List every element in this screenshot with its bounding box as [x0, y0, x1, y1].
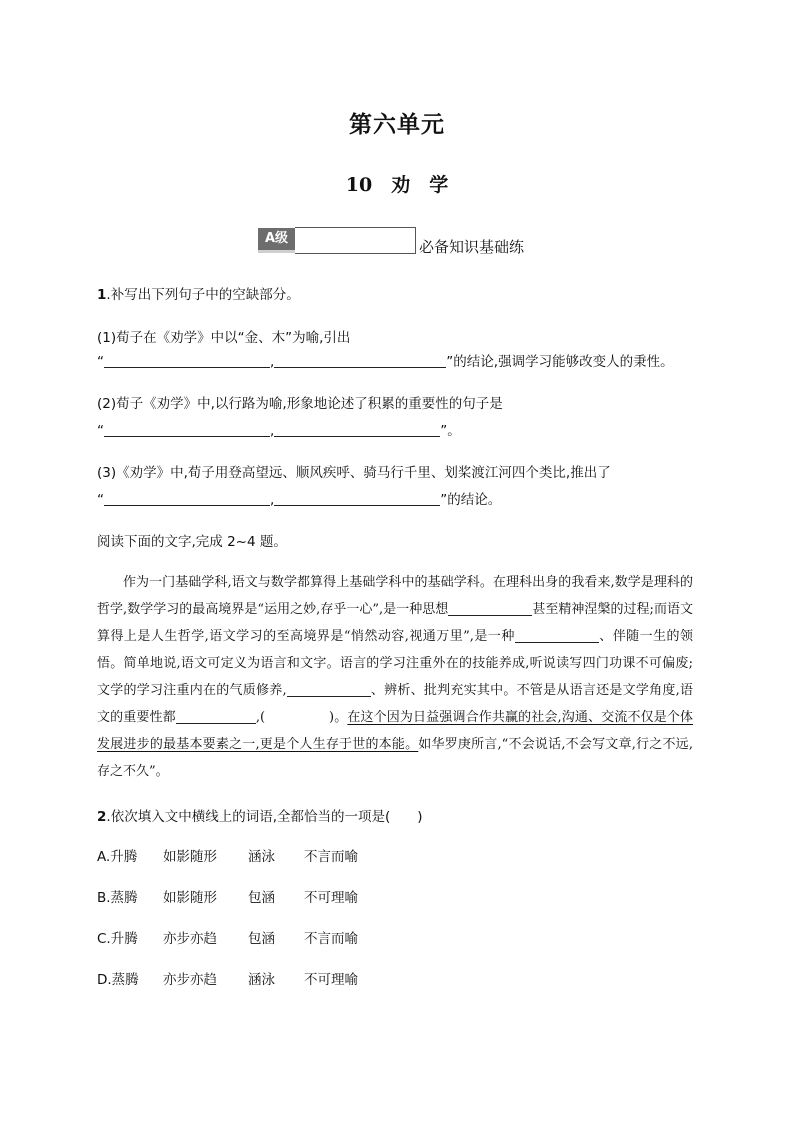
passage-blank-4[interactable]: [176, 710, 256, 724]
open-quote: “: [97, 354, 104, 370]
option-word: 不言而喻: [304, 849, 358, 865]
level-label: 必备知识基础练: [419, 238, 525, 256]
separator: ,: [270, 354, 275, 370]
q1-part-2-text: (2)荀子《劝学》中,以行路为喻,形象地论述了积累的重要性的句子是: [97, 396, 503, 412]
passage-text: 如华罗庚所言,“不会说话,不会写文章,行之不远,存之不久”。: [97, 737, 693, 779]
question-2-stem: [97, 808, 423, 826]
separator: ,: [270, 423, 275, 439]
answer-blank[interactable]: [274, 422, 440, 437]
q1-part-2-answer-line: [97, 422, 461, 440]
option-label: B.蒸腾: [97, 890, 138, 906]
option-label: C.升腾: [97, 931, 138, 947]
underlined-sentence: 在这个因为日益强调合作共赢的社会,沟通、交流不仅是个体发展进步的最基本要素之一,更是个人生存于世的本能。: [97, 710, 693, 752]
reading-intro: 阅读下面的文字,完成 2~4 题。: [97, 534, 287, 550]
passage-text: 、伴随一生的领悟。简单地说,语文可定义为语言和文字。语言的学习注重外在的技能养成,听说读写四门功课不可偏废;文学的学习注重内在的气质修养,: [97, 629, 693, 698]
option-c[interactable]: [97, 930, 358, 948]
passage-text: )。: [329, 710, 348, 725]
level-box: [295, 227, 416, 254]
q1-part-1-text: (1)荀子在《劝学》中以“金、木”为喻,引出: [97, 330, 351, 346]
unit-title: 第六单元: [349, 111, 445, 138]
option-word: 包涵: [248, 931, 275, 947]
answer-blank[interactable]: [104, 422, 270, 437]
q1-part-3-answer-line: [97, 491, 501, 509]
option-label: D.蒸腾: [97, 972, 139, 988]
option-word: 涵泳: [248, 972, 275, 988]
option-word: 不可理喻: [304, 972, 358, 988]
passage-blank-2[interactable]: [515, 629, 599, 643]
passage-text: 作为一门基础学科,语文与数学都算得上基础学科中的基础学科。在理科出身的我看来,数学是理科的哲学,数学学习的最高境界是“运用之妙,存乎一心”,是一种思想: [97, 575, 693, 617]
question-1-stem: [97, 286, 300, 304]
line-tail: ”的结论。: [440, 492, 502, 508]
level-badge: A级: [258, 228, 295, 253]
question-number: 2: [97, 809, 107, 825]
separator: ,: [270, 492, 275, 508]
q1-part-1-answer-line: [97, 353, 674, 371]
option-word: 包涵: [248, 890, 275, 906]
answer-blank[interactable]: [104, 353, 270, 368]
option-b[interactable]: [97, 889, 358, 907]
passage-text: 甚至精神涅槃的过程;而语文算得上是人生哲学,语文学习的至高境界是“悄然动容,视通万里”,是一种: [97, 602, 693, 644]
line-tail: ”。: [440, 423, 461, 439]
passage-blank-3[interactable]: [287, 683, 371, 697]
lesson-title: 10 劝 学: [345, 174, 449, 196]
passage-text: 、辨析、批判充实其中。不管是从语言还是文学角度,语文的重要性都: [97, 683, 693, 725]
option-label: A.升腾: [97, 849, 138, 865]
passage-blank-1[interactable]: [448, 602, 532, 616]
open-quote: “: [97, 423, 104, 439]
question-stem-text: .补写出下列句子中的空缺部分。: [106, 287, 300, 303]
answer-blank[interactable]: [274, 353, 446, 368]
answer-blank[interactable]: [104, 491, 270, 506]
reading-passage: [97, 569, 693, 785]
question-stem-text: .依次填入文中横线上的词语,全都恰当的一项是( ): [106, 809, 423, 825]
option-word: 如影随形: [163, 849, 217, 865]
option-a[interactable]: [97, 848, 358, 866]
q1-part-3-text: (3)《劝学》中,荀子用登高望远、顺风疾呼、骑马行千里、划桨渡江河四个类比,推出了: [97, 465, 611, 481]
option-word: 涵泳: [248, 849, 275, 865]
question-number: 1: [97, 287, 107, 303]
answer-blank[interactable]: [274, 491, 440, 506]
option-word: 如影随形: [163, 890, 217, 906]
option-d[interactable]: [97, 971, 358, 989]
option-word: 不言而喻: [304, 931, 358, 947]
option-word: 不可理喻: [304, 890, 358, 906]
open-quote: “: [97, 492, 104, 508]
passage-text: ,(: [255, 710, 266, 725]
line-tail: ”的结论,强调学习能够改变人的秉性。: [446, 354, 674, 370]
option-word: 亦步亦趋: [163, 931, 217, 947]
option-word: 亦步亦趋: [163, 972, 217, 988]
